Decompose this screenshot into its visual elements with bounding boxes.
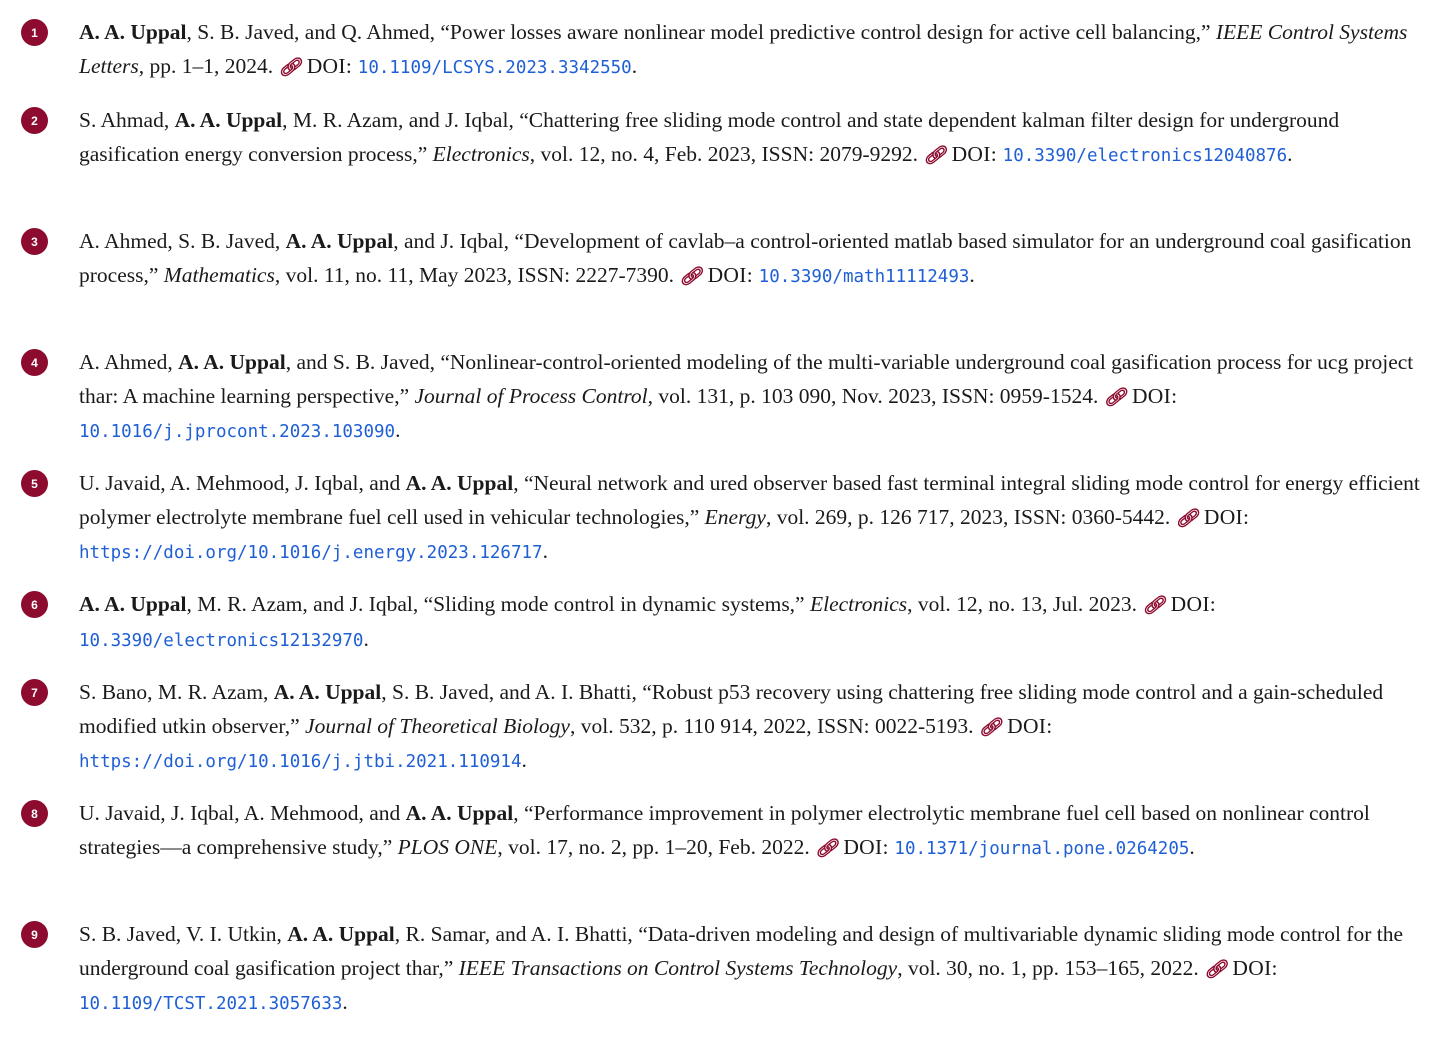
reference-number-badge: 1 <box>21 19 48 46</box>
doi-link[interactable]: 10.1016/j.jprocont.2023.103090 <box>79 422 396 442</box>
reference-coauthors: , S. B. Javed, and Q. Ahmed, <box>186 20 441 44</box>
reference-authors: S. Bano, M. R. Azam, <box>79 680 274 704</box>
highlighted-author: A. A. Uppal <box>405 801 514 825</box>
reference-coauthors: , and S. B. Javed, <box>285 350 441 374</box>
link-icon: 🔗︎ <box>1204 958 1228 980</box>
doi-label: DOI: <box>843 834 895 859</box>
reference-coauthors: , and J. Iqbal, <box>393 229 515 253</box>
reference-authors: U. Javaid, J. Iqbal, A. Mehmood, and <box>79 801 406 825</box>
reference-details: , vol. 12, no. 13, Jul. 2023. <box>907 592 1143 616</box>
reference-title: “Power losses aware nonlinear model predictive control design for active cell balancing,” <box>440 20 1216 44</box>
reference-title: “Data-driven modeling and design of multivariable dynamic sliding mode control for the underground coal gasification project thar,” <box>79 922 1404 980</box>
reference-title: “Sliding mode control in dynamic systems,” <box>423 592 810 616</box>
reference-details: , vol. 269, p. 126 717, 2023, ISSN: 0360-5442. <box>765 504 1176 529</box>
reference-coauthors: , M. R. Azam, and J. Iqbal, <box>282 108 520 132</box>
reference-text: A. A. Uppal, M. R. Azam, and J. Iqbal, “Sliding mode control in dynamic systems,” Electronics, vol. 12, no. 13, Jul. 2023. 🔗︎ DOI: 10.3390/electronics12132970. <box>79 592 1217 651</box>
reference-title: “Neural network and ured observer based fast terminal integral sliding mode control for energy efficient polymer electrolyte membrane fuel cell used in vehicular technologies,” <box>79 471 1420 529</box>
reference-text: A. Ahmed, S. B. Javed, A. A. Uppal, and J. Iqbal, “Development of cavlab–a control-oriented matlab based simulator for an underground coal gasification process,” Mathematics, vol. 11, no. 11, May 2023, ISSN: 2227-7390. 🔗︎ DOI: 10.3390/math11112493. <box>79 229 1412 287</box>
reference-number-badge: 6 <box>21 591 48 618</box>
highlighted-author: A. A. Uppal <box>174 108 283 132</box>
doi-link[interactable]: 10.1371/journal.pone.0264205 <box>894 838 1190 859</box>
highlighted-author: A. A. Uppal <box>79 592 187 616</box>
reference-authors: S. Ahmad, <box>79 108 175 132</box>
reference-text: S. Bano, M. R. Azam, A. A. Uppal, S. B. Javed, and A. I. Bhatti, “Robust p53 recovery using chattering free sliding mode control and a gain-scheduled modified utkin observer,” Journal of Theoretical Biology, vol. 532, p. 110 914, 2022, ISSN: 0022-5193. 🔗︎ DOI: https://doi.org/10.1016/j.jtbi.2021.110914. <box>79 680 1384 772</box>
link-icon: 🔗︎ <box>815 837 838 859</box>
link-icon: 🔗︎ <box>1142 595 1166 616</box>
link-icon: 🔗︎ <box>923 144 947 166</box>
reference-title: “Chattering free sliding mode control and state dependent kalman filter design for underground gasification energy conversion process,” <box>79 108 1340 166</box>
reference-venue: Electronics <box>809 592 908 616</box>
reference-venue: IEEE Control Systems Letters <box>79 20 1408 78</box>
doi-label: DOI: <box>1170 592 1217 616</box>
doi-label: DOI: <box>1007 713 1053 738</box>
reference-coauthors: , R. Samar, and A. I. Bhatti, <box>394 922 639 946</box>
reference-authors: A. Ahmed, S. B. Javed, <box>79 229 286 253</box>
reference-details: , vol. 532, p. 110 914, 2022, ISSN: 0022-5193. <box>569 713 979 738</box>
reference-number-badge: 8 <box>21 800 48 827</box>
reference-venue: Journal of Process Control <box>414 383 648 408</box>
link-icon: 🔗︎ <box>1103 386 1127 408</box>
reference-details: , vol. 30, no. 1, pp. 153–165, 2022. <box>897 955 1205 980</box>
reference-coauthors: , <box>513 471 524 495</box>
reference-details: , vol. 11, no. 11, May 2023, ISSN: 2227-7390. <box>274 262 680 287</box>
reference-number-badge: 3 <box>21 228 48 255</box>
reference-venue: Journal of Theoretical Biology <box>305 713 570 738</box>
reference-coauthors: , M. R. Azam, and J. Iqbal, <box>186 592 424 616</box>
reference-text: U. Javaid, A. Mehmood, J. Iqbal, and A. A. Uppal, “Neural network and ured observer based fast terminal integral sliding mode control for energy efficient polymer electrolyte membrane fuel cell used in vehicular technologies,” Energy, vol. 269, p. 126 717, 2023, ISSN: 0360-5442. 🔗︎ DOI: https://doi.org/10.1016/j.energy.2023.126717. <box>79 471 1420 563</box>
reference-details: , vol. 12, no. 4, Feb. 2023, ISSN: 2079-9292. <box>529 141 924 166</box>
reference-venue: IEEE Transactions on Control Systems Technology <box>458 955 898 980</box>
reference-venue: Electronics <box>432 141 530 166</box>
reference-venue: PLOS ONE <box>397 834 498 859</box>
highlighted-author: A. A. Uppal <box>178 350 286 374</box>
reference-text: A. Ahmed, A. A. Uppal, and S. B. Javed, “Nonlinear-control-oriented modeling of the multi-variable underground coal gasification process for ucg project thar: A machine learning perspective,” Journal of Process Control, vol. 131, p. 103 090, Nov. 2023, ISSN: 0959-1524. 🔗︎ DOI: 10.1016/j.jprocont.2023.103090. <box>79 350 1414 442</box>
reference-title: “Nonlinear-control-oriented modeling of the multi-variable underground coal gasification process for ucg project thar: A machine learning perspective,” <box>79 350 1414 408</box>
link-icon: 🔗︎ <box>1175 507 1199 529</box>
link-icon: 🔗︎ <box>278 56 302 78</box>
reference-coauthors: , <box>513 801 524 825</box>
doi-link[interactable]: 10.3390/electronics12040876 <box>1002 145 1288 166</box>
doi-label: DOI: <box>951 141 1003 166</box>
reference-venue: Mathematics <box>163 262 275 287</box>
doi-label: DOI: <box>306 53 358 78</box>
reference-title: “Robust p53 recovery using chattering free sliding mode control and a gain-scheduled modified utkin observer,” <box>79 680 1384 738</box>
highlighted-author: A. A. Uppal <box>405 471 514 495</box>
reference-number-badge: 7 <box>21 679 48 706</box>
reference-details: , vol. 131, p. 103 090, Nov. 2023, ISSN: 0959-1524. <box>647 383 1104 408</box>
doi-link[interactable]: https://doi.org/10.1016/j.energy.2023.126717 <box>79 543 543 563</box>
link-icon: 🔗︎ <box>679 265 703 287</box>
doi-link[interactable]: 10.3390/electronics12132970 <box>79 630 364 651</box>
reference-text: S. Ahmad, A. A. Uppal, M. R. Azam, and J. Iqbal, “Chattering free sliding mode control and state dependent kalman filter design for underground gasification energy conversion process,” Electronics, vol. 12, no. 4, Feb. 2023, ISSN: 2079-9292. 🔗︎ DOI: 10.3390/electronics12040876. <box>79 108 1340 166</box>
reference-number-badge: 2 <box>21 107 48 134</box>
reference-number-badge: 5 <box>21 470 48 497</box>
reference-number-badge: 9 <box>21 921 48 948</box>
reference-text: A. A. Uppal, S. B. Javed, and Q. Ahmed, “Power losses aware nonlinear model predictive control design for active cell balancing,” IEEE Control Systems Letters, pp. 1–1, 2024. 🔗︎ DOI: 10.1109/LCSYS.2023.3342550. <box>79 20 1408 78</box>
link-icon: 🔗︎ <box>978 716 1002 738</box>
doi-link[interactable]: https://doi.org/10.1016/j.jtbi.2021.110914 <box>79 752 522 772</box>
doi-link[interactable]: 10.1109/TCST.2021.3057633 <box>79 994 343 1014</box>
reference-details: , pp. 1–1, 2024. <box>138 53 279 78</box>
reference-venue: Energy <box>704 504 766 529</box>
doi-label: DOI: <box>707 262 759 287</box>
reference-details: , vol. 17, no. 2, pp. 1–20, Feb. 2022. <box>497 834 816 859</box>
highlighted-author: A. A. Uppal <box>287 922 395 946</box>
reference-coauthors: , S. B. Javed, and A. I. Bhatti, <box>381 680 643 704</box>
highlighted-author: A. A. Uppal <box>79 20 187 44</box>
reference-title: “Performance improvement in polymer electrolytic membrane fuel cell based on nonlinear control strategies—a comprehensive study,” <box>79 801 1370 859</box>
reference-text: S. B. Javed, V. I. Utkin, A. A. Uppal, R. Samar, and A. I. Bhatti, “Data-driven modeling and design of multivariable dynamic sliding mode control for the underground coal gasification project thar,” IEEE Transactions on Control Systems Technology, vol. 30, no. 1, pp. 153–165, 2022. 🔗︎ DOI: 10.1109/TCST.2021.3057633. <box>79 922 1404 1014</box>
highlighted-author: A. A. Uppal <box>273 680 382 704</box>
doi-link[interactable]: 10.3390/math11112493 <box>758 266 970 287</box>
reference-authors: S. B. Javed, V. I. Utkin, <box>79 922 288 946</box>
reference-authors: A. Ahmed, <box>79 350 179 374</box>
doi-label: DOI: <box>1232 955 1278 980</box>
doi-link[interactable]: 10.1109/LCSYS.2023.3342550 <box>357 57 632 78</box>
doi-label: DOI: <box>1131 383 1178 408</box>
highlighted-author: A. A. Uppal <box>285 229 394 253</box>
reference-authors: U. Javaid, A. Mehmood, J. Iqbal, and <box>79 471 406 495</box>
doi-label: DOI: <box>1203 504 1250 529</box>
reference-text: U. Javaid, J. Iqbal, A. Mehmood, and A. A. Uppal, “Performance improvement in polymer electrolytic membrane fuel cell based on nonlinear control strategies—a comprehensive study,” PLOS ONE, vol. 17, no. 2, pp. 1–20, Feb. 2022. 🔗︎ DOI: 10.1371/journal.pone.0264205. <box>79 801 1370 859</box>
reference-number-badge: 4 <box>21 349 48 376</box>
reference-title: “Development of cavlab–a control-oriented matlab based simulator for an underground coal gasification process,” <box>79 229 1412 287</box>
